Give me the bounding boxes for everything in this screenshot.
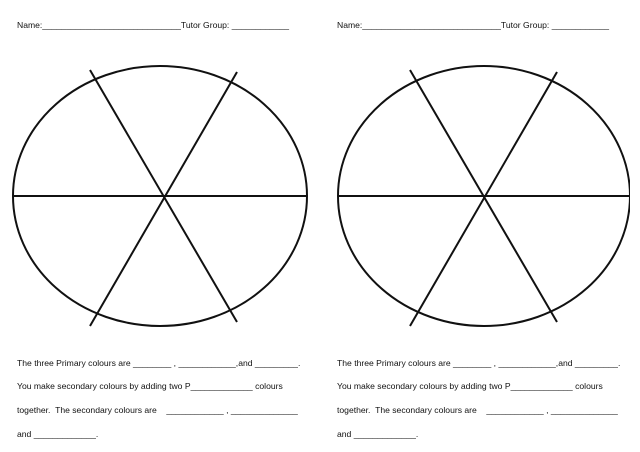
wheel-divider-diagonal-2	[410, 72, 557, 326]
worksheet-right	[320, 0, 640, 452]
secondary-colours-are-line[interactable]: together. The secondary colours are ____________ , ______________	[17, 405, 298, 415]
primary-colours-line[interactable]: The three Primary colours are ________ , ____________,and _________.	[17, 358, 301, 368]
name-tutor-group-line[interactable]: Name:_____________________________Tutor Group: ____________	[337, 20, 610, 30]
secondary-colours-line[interactable]: You make secondary colours by adding two P_____________ colours	[337, 381, 603, 391]
and-line[interactable]: and _____________.	[17, 429, 99, 439]
colour-wheel	[330, 63, 630, 333]
colour-wheel	[10, 63, 310, 333]
primary-colours-line[interactable]: The three Primary colours are ________ , ____________,and _________.	[337, 358, 621, 368]
wheel-divider-diagonal-2	[90, 72, 237, 326]
secondary-colours-are-line[interactable]: together. The secondary colours are ____________ , ______________	[337, 405, 618, 415]
and-line[interactable]: and _____________.	[337, 429, 419, 439]
secondary-colours-line[interactable]: You make secondary colours by adding two P_____________ colours	[17, 381, 283, 391]
name-tutor-group-line[interactable]: Name:_____________________________Tutor Group: ____________	[17, 20, 290, 30]
